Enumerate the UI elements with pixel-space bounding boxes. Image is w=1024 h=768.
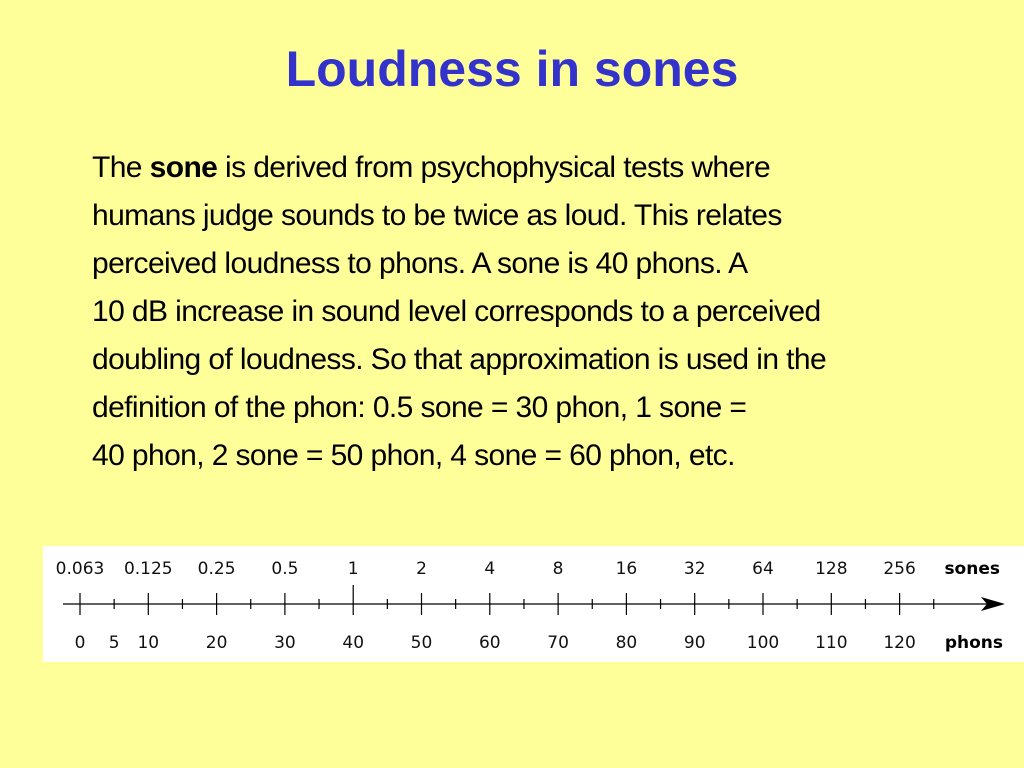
paragraph-line-7: 40 phon, 2 sone = 50 phon, 4 sone = 60 phon, etc.: [92, 439, 735, 472]
sone-value-label: 32: [683, 559, 706, 579]
sone-value-label: 8: [552, 559, 564, 579]
scale-figure: [43, 546, 1024, 662]
sone-value-label: 0.5: [271, 559, 299, 579]
phon-value-label: 100: [746, 633, 780, 653]
phon-labels: [75, 633, 916, 653]
phon-value-label: 110: [815, 633, 848, 653]
phon-value-label: 20: [205, 633, 228, 653]
phon-value-label: 10: [137, 633, 160, 653]
phon-value-label: 70: [547, 633, 569, 653]
sone-value-label: 0.063: [55, 559, 105, 579]
paragraph-line-6: definition of the phon: 0.5 sone = 30 phon, 1 sone =: [92, 391, 747, 424]
paragraph-text: is derived from psychophysical tests where: [217, 151, 771, 184]
sones-unit-label: sones: [944, 559, 1000, 579]
sone-value-label: 4: [484, 559, 496, 579]
sone-value-label: 0.125: [123, 559, 173, 579]
sone-value-label: 128: [815, 559, 848, 579]
paragraph-line-4: 10 dB increase in sound level corresponds to a perceived: [92, 295, 821, 328]
phons-unit-label: phons: [944, 633, 1003, 653]
body-paragraph: [92, 144, 972, 480]
sone-value-label: 2: [416, 559, 427, 579]
phon-value-label: 30: [274, 633, 296, 653]
sone-value-label: 0.25: [197, 559, 236, 579]
sone-labels: [56, 559, 916, 579]
paragraph-line-2: humans judge sounds to be twice as loud. This relates: [92, 199, 782, 232]
phon-value-label: 90: [683, 633, 706, 653]
phon-value-label: 40: [342, 633, 365, 653]
paragraph-line-5: doubling of loudness. So that approximation is used in the: [92, 343, 827, 376]
sone-value-label: 16: [615, 559, 638, 579]
sone-value-label: 1: [347, 559, 359, 579]
phon-value-label: 0: [74, 633, 86, 653]
phon-value-label: 120: [883, 633, 916, 653]
paragraph-text: The: [92, 151, 150, 184]
phon-value-label: 80: [615, 633, 638, 653]
paragraph-line-1: [92, 144, 972, 192]
phon-value-label: 50: [410, 633, 433, 653]
sone-term: sone: [149, 151, 218, 184]
sone-phon-scale: [43, 546, 1024, 662]
phon-value-label: 60: [478, 633, 501, 653]
paragraph-line-3: perceived loudness to phons. A sone is 40 phons. A: [92, 247, 748, 280]
slide-title: Loudness in sones: [285, 41, 739, 97]
sone-value-label: 64: [752, 559, 774, 579]
sone-value-label: 256: [883, 559, 916, 579]
scale-ticks: [80, 585, 934, 615]
phon-value-label: 5: [108, 633, 120, 653]
